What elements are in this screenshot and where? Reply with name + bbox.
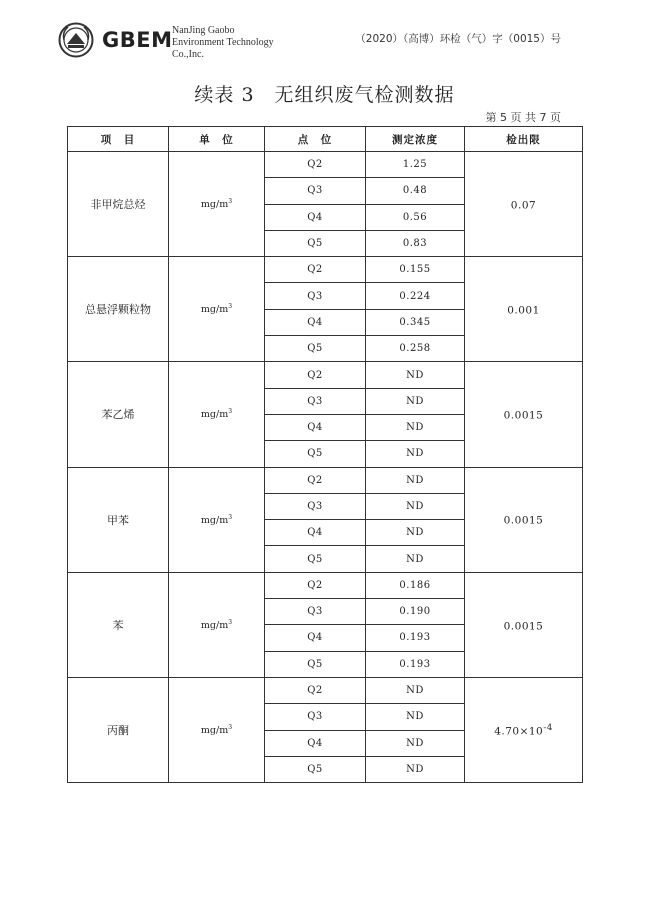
unit-cell <box>169 677 265 782</box>
unit-cell <box>169 362 265 467</box>
table-row <box>68 467 583 493</box>
sampling-point: Q2 <box>265 467 366 493</box>
sampling-point: Q5 <box>265 441 366 467</box>
sampling-point: Q4 <box>265 625 366 651</box>
detection-limit <box>465 362 583 467</box>
pollutant-name: 非甲烷总烃 <box>68 152 169 257</box>
unit-cell <box>169 152 265 257</box>
unit-text: mg/m <box>200 409 229 421</box>
header-item: 项 目 <box>68 127 169 152</box>
sampling-point: Q2 <box>265 572 366 598</box>
concentration-value: ND <box>366 414 465 440</box>
concentration-value: 0.155 <box>366 257 465 283</box>
sampling-point: Q2 <box>265 257 366 283</box>
sampling-point: Q3 <box>265 704 366 730</box>
concentration-value: 0.193 <box>366 625 465 651</box>
sampling-point: Q3 <box>265 283 366 309</box>
unit-text: mg/m <box>200 304 229 316</box>
detection-limit <box>465 257 583 362</box>
header-detection-limit: 检出限 <box>465 127 583 152</box>
limit-text: 0.0015 <box>503 409 544 422</box>
sampling-point: Q3 <box>265 178 366 204</box>
company-line: Environment Technology <box>172 37 274 48</box>
sampling-point: Q4 <box>265 730 366 756</box>
concentration-value: 0.56 <box>366 204 465 230</box>
detection-limit <box>465 572 583 677</box>
sampling-point: Q2 <box>265 152 366 178</box>
concentration-value: ND <box>366 388 465 414</box>
concentration-value: ND <box>366 756 465 782</box>
unit-exponent: 3 <box>228 198 233 206</box>
concentration-value: 0.48 <box>366 178 465 204</box>
concentration-value: ND <box>366 441 465 467</box>
header-point: 点 位 <box>265 127 366 152</box>
concentration-value: ND <box>366 546 465 572</box>
concentration-value: ND <box>366 362 465 388</box>
concentration-value: 0.224 <box>366 283 465 309</box>
page-counter: 第 5 页 共 7 页 <box>485 111 561 124</box>
sampling-point: Q2 <box>265 677 366 703</box>
pollutant-name: 丙酮 <box>68 677 169 782</box>
sampling-point: Q3 <box>265 599 366 625</box>
limit-text: 0.0015 <box>503 620 544 633</box>
emission-data-table <box>67 126 583 783</box>
page-title: 续表 3 无组织废气检测数据 <box>194 84 455 106</box>
concentration-value: 0.190 <box>366 599 465 625</box>
unit-text: mg/m <box>200 199 229 211</box>
table-header-row <box>68 127 583 152</box>
pollutant-name: 苯乙烯 <box>68 362 169 467</box>
pollutant-name: 甲苯 <box>68 467 169 572</box>
unit-cell <box>169 572 265 677</box>
company-line: Co.,Inc. <box>172 49 204 60</box>
pollutant-name: 总悬浮颗粒物 <box>68 257 169 362</box>
unit-cell <box>169 257 265 362</box>
table-row <box>68 677 583 703</box>
sampling-point: Q5 <box>265 651 366 677</box>
table-row <box>68 572 583 598</box>
sampling-point: Q3 <box>265 493 366 519</box>
unit-text: mg/m <box>200 619 229 631</box>
unit-exponent: 3 <box>228 408 233 416</box>
limit-exponent: -4 <box>543 722 553 733</box>
table-row <box>68 152 583 178</box>
concentration-value: ND <box>366 520 465 546</box>
detection-limit <box>465 467 583 572</box>
sampling-point: Q4 <box>265 204 366 230</box>
concentration-value: ND <box>366 677 465 703</box>
unit-cell <box>169 467 265 572</box>
sampling-point: Q2 <box>265 362 366 388</box>
unit-exponent: 3 <box>228 303 233 311</box>
sampling-point: Q5 <box>265 756 366 782</box>
sampling-point: Q4 <box>265 309 366 335</box>
table-row <box>68 362 583 388</box>
unit-exponent: 3 <box>228 723 233 731</box>
concentration-value: ND <box>366 704 465 730</box>
concentration-value: 0.186 <box>366 572 465 598</box>
company-line: NanJing Gaobo <box>172 25 235 36</box>
header-unit: 单 位 <box>169 127 265 152</box>
concentration-value: ND <box>366 493 465 519</box>
limit-text: 0.0015 <box>503 514 544 527</box>
limit-text: 0.001 <box>507 304 540 317</box>
detection-limit <box>465 152 583 257</box>
concentration-value: 0.345 <box>366 309 465 335</box>
unit-text: mg/m <box>200 725 229 737</box>
company-logo-icon <box>58 22 94 58</box>
concentration-value: 0.193 <box>366 651 465 677</box>
concentration-value: ND <box>366 730 465 756</box>
concentration-value: 1.25 <box>366 152 465 178</box>
concentration-value: 0.83 <box>366 230 465 256</box>
concentration-value: 0.258 <box>366 336 465 362</box>
sampling-point: Q5 <box>265 336 366 362</box>
pollutant-name: 苯 <box>68 572 169 677</box>
company-name <box>172 25 274 61</box>
logo-wordmark: GBEM <box>102 28 173 52</box>
unit-exponent: 3 <box>228 513 233 521</box>
page-header <box>0 0 649 70</box>
unit-text: mg/m <box>200 514 229 526</box>
limit-text: 4.70×10 <box>494 725 544 738</box>
sampling-point: Q4 <box>265 414 366 440</box>
detection-limit <box>465 677 583 782</box>
concentration-value: ND <box>366 467 465 493</box>
table-body <box>68 152 583 783</box>
unit-exponent: 3 <box>228 618 233 626</box>
sampling-point: Q4 <box>265 520 366 546</box>
limit-text: 0.07 <box>510 199 537 212</box>
sampling-point: Q5 <box>265 230 366 256</box>
sampling-point: Q5 <box>265 546 366 572</box>
sampling-point: Q3 <box>265 388 366 414</box>
report-number: （2020）（高博）环检（气）字（0015）号 <box>355 33 561 45</box>
header-concentration: 测定浓度 <box>366 127 465 152</box>
table-row <box>68 257 583 283</box>
